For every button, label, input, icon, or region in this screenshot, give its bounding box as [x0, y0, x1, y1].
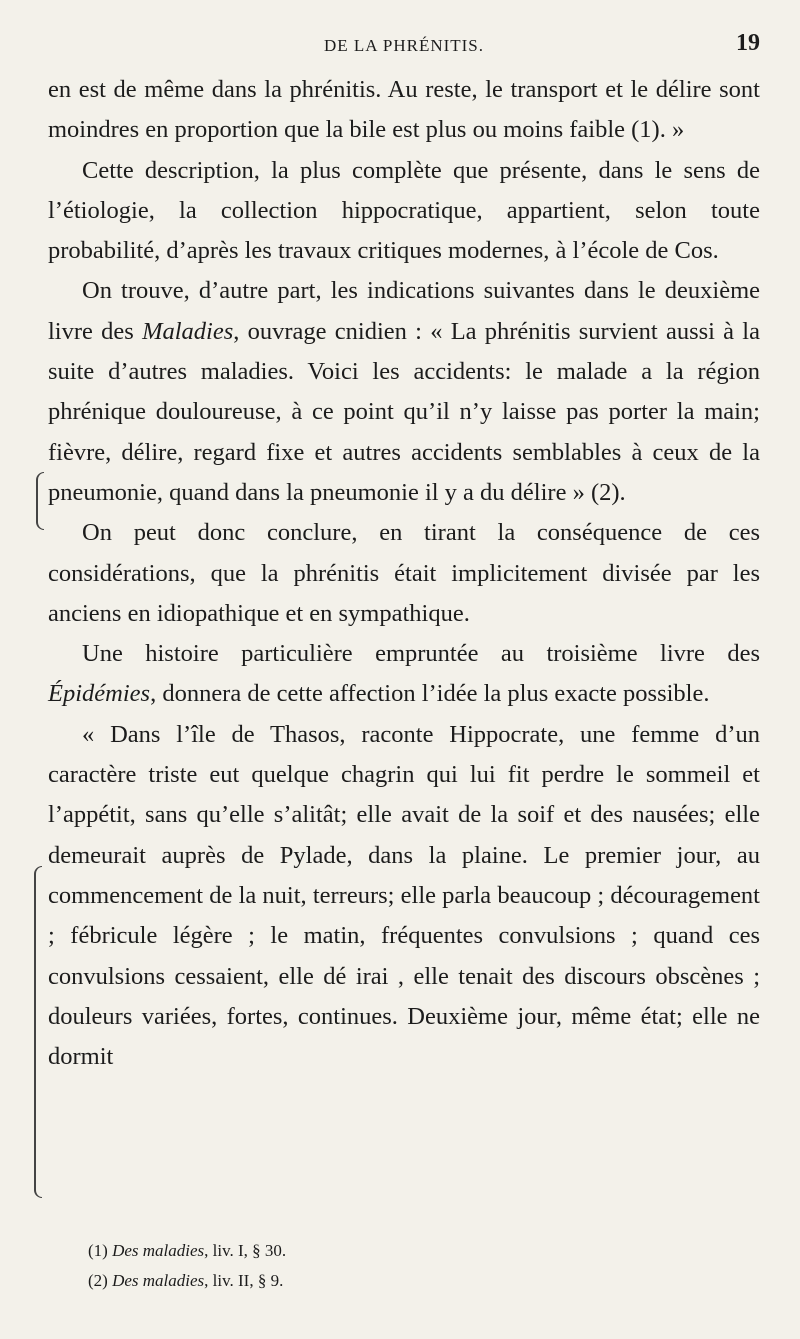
footnote-reference: , liv. I, § 30.	[204, 1241, 287, 1260]
body-text	[48, 70, 760, 1077]
text-run: « Dans l’île de Thasos, raconte Hippocrate, une femme d’un caractère triste eut quelque chagrin qui lui fit perdre le sommeil et l’appétit, sans qu’elle s’alitât; elle avait de la soif et des nausées; elle demeurait auprès de Pylade, dans la plaine. Le premier jour, au commencement de la nuit, terreurs; elle parla beaucoup ; découragement ; fébricule légère ; le matin, fréquentes convulsions ; quand ces convulsions cessaient, elle dé irai , elle tenait des discours obscènes ; douleurs variées, fortes, continues. Deuxième jour, même état; elle ne dormit	[48, 720, 760, 1071]
text-run: , donnera de cette affection l’idée la plus exacte possible.	[150, 680, 710, 708]
paragraph	[48, 271, 760, 513]
italic-title: Maladies	[142, 317, 234, 345]
paragraph	[48, 151, 760, 272]
footnote-reference: , liv. II, § 9.	[204, 1271, 284, 1290]
footnote-title: Des maladies	[112, 1271, 205, 1290]
page-number: 19	[736, 30, 760, 56]
footnote-number: (1)	[88, 1241, 108, 1260]
running-title: DE LA PHRÉNITIS.	[323, 36, 485, 55]
footnote	[88, 1236, 588, 1266]
text-run: On peut donc conclure, en tirant la conséquence de ces considérations, que la phrénitis était implicitement divisée par les anciens en idiopathique et en sympathique.	[48, 519, 760, 627]
paragraph	[48, 634, 760, 715]
footnotes	[88, 1236, 588, 1296]
text-run: Cette description, la plus complète que présente, dans le sens de l’étiologie, la collection hippocratique, appartient, selon toute probabilité, d’après les travaux critiques modernes, à l’école de Cos.	[48, 156, 760, 265]
footnote-number: (2)	[88, 1271, 108, 1290]
text-run: , ouvrage cnidien : « La phrénitis survient aussi à la suite d’autres maladies. Voici les accidents: le malade a la région phrénique douloureuse, à ce point qu’il n’y laisse pas porter la main; fièvre, délire, regard fixe et autres accidents semblables à ceux de la pneumonie, quand dans la pneumonie il y a du délire » (2).	[48, 317, 760, 506]
paragraph	[48, 715, 760, 1078]
italic-title: Épidémies	[48, 680, 151, 708]
margin-bracket	[36, 472, 44, 530]
text-run: Une histoire particulière empruntée au troisième livre des	[82, 640, 760, 668]
text-run: On trouve, d’autre part, les indications suivantes dans le deuxième livre des	[48, 277, 760, 345]
paragraph	[48, 513, 760, 634]
running-head	[48, 30, 760, 64]
text-run: en est de même dans la phrénitis. Au reste, le transport et le délire sont moindres en proportion que la bile est plus ou moins faible (1). »	[48, 76, 760, 144]
margin-bracket	[34, 866, 42, 1198]
paragraph	[48, 70, 760, 151]
footnote-title: Des maladies	[112, 1241, 205, 1260]
footnote	[88, 1266, 588, 1296]
